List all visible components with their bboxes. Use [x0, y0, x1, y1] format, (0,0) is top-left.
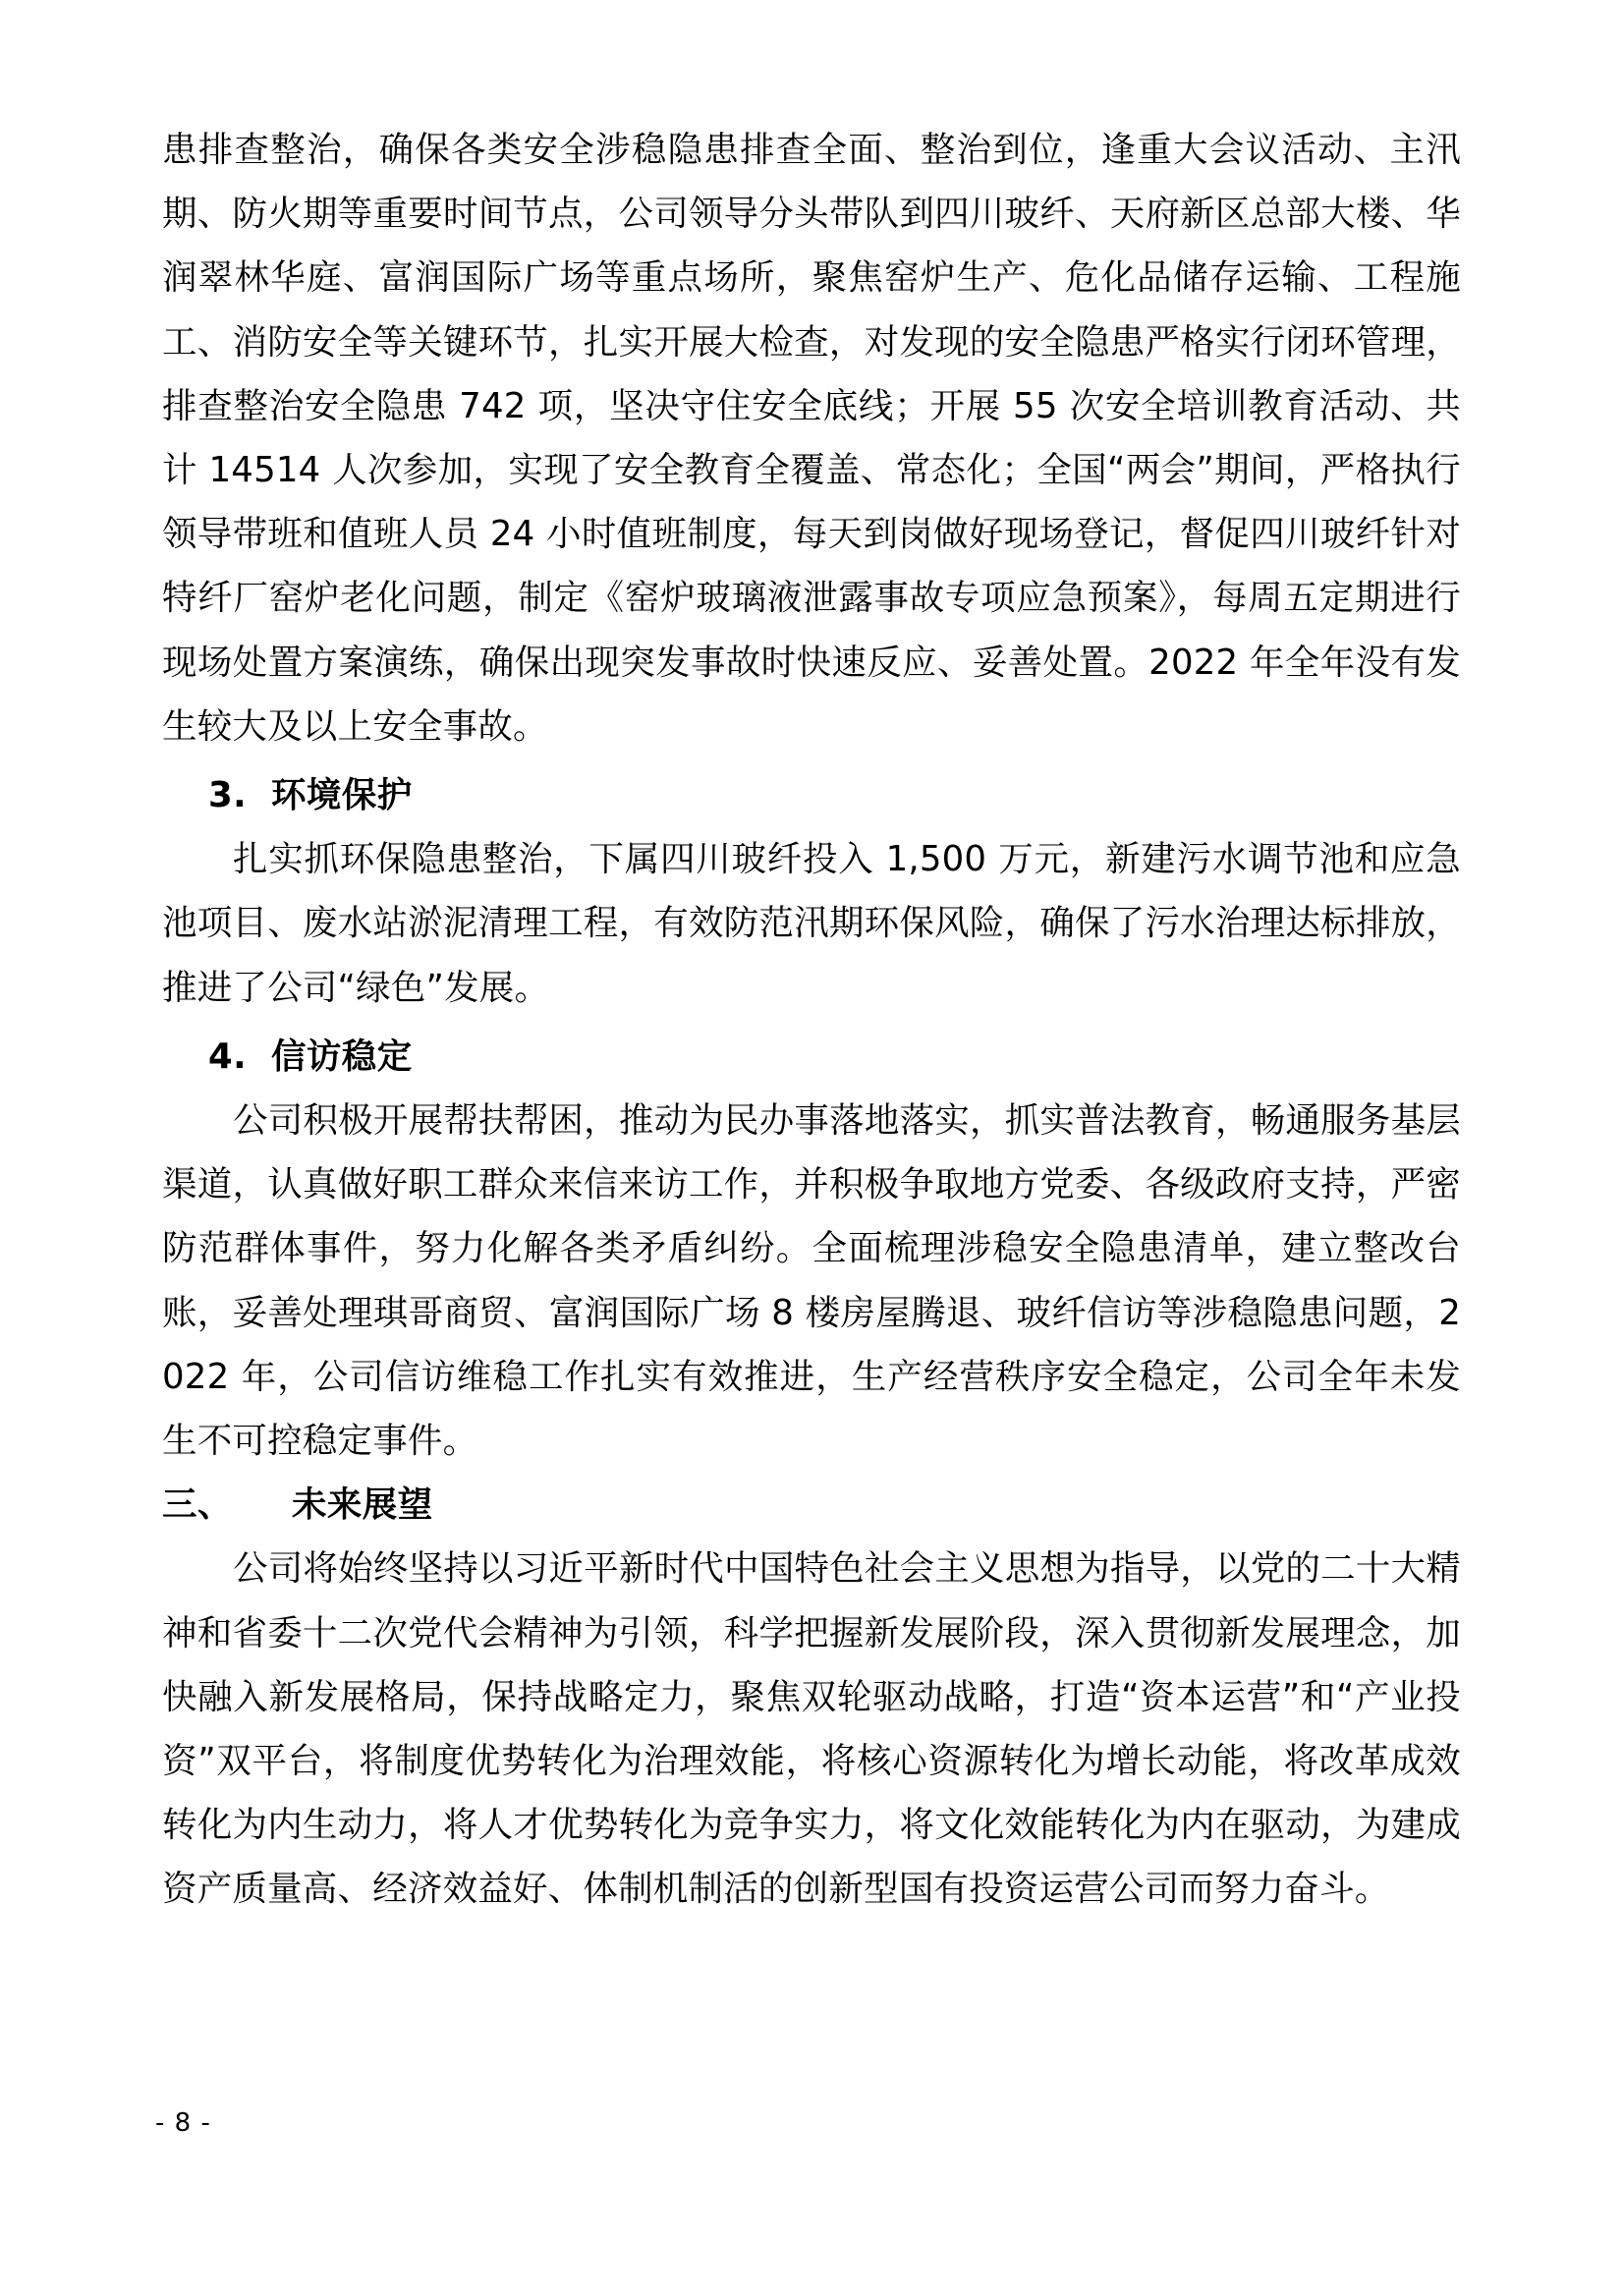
- paragraph-future-outlook: 公司将始终坚持以习近平新时代中国特色社会主义思想为指导，以党的二十大精神和省委十二次党代会精神为引领，科学把握新发展阶段，深入贯彻新发展理念，加快融入新发展格局，保持战略定力，聚焦双轮驱动战略，打造“资本运营”和“产业投资”双平台，将制度优势转化为治理效能，将核心资源转化为增长动能，将改革成效转化为内生动力，将人才优势转化为竞争实力，将文化效能转化为内在驱动，为建成资产质量高、经济效益好、体制机制活的创新型国有投资运营公司而努力奋斗。: [162, 1548, 1461, 1910]
- heading-title: 环境保护: [271, 775, 413, 816]
- paragraph-safety-inspection: 患排查整治，确保各类安全涉稳隐患排查全面、整治到位，逢重大会议活动、主汛期、防火期等重要时间节点，公司领导分头带队到四川玻纤、天府新区总部大楼、华润翠林华庭、富润国际广场等重点场所，聚焦窑炉生产、危化品储存运输、工程施工、消防安全等关键环节，扎实开展大检查，对发现的安全隐患严格实行闭环管理，排查整治安全隐患 742 项，坚决守住安全底线；开展 55 次安全培训教育活动、共计 14514 人次参加，实现了安全教育全覆盖、常态化；全国“两会”期间，严格执行领导带班和值班人员 24 小时值班制度，每天到岗做好现场登记，督促四川玻纤针对特纤厂窑炉老化问题，制定《窑炉玻璃液泄露事故专项应急预案》，每周五定期进行现场处置方案演练，确保出现突发事故时快速反应、妥善处置。2022 年全年没有发生较大及以上安全事故。: [162, 130, 1461, 747]
- paragraph-petition-stability: 公司积极开展帮扶帮困，推动为民办事落地落实，抓实普法教育，畅通服务基层渠道，认真做好职工群众来信来访工作，并积极争取地方党委、各级政府支持，严密防范群体事件，努力化解各类矛盾纠纷。全面梳理涉稳安全隐患清单，建立整改台账，妥善处理琪哥商贸、富润国际广场 8 楼房屋腾退、玻纤信访等涉稳隐患问题，2022 年，公司信访维稳工作扎实有效推进，生产经营秩序安全稳定，公司全年未发生不可控稳定事件。: [162, 1100, 1461, 1462]
- heading-petition-stability: [162, 1025, 1461, 1089]
- page-number: - 8 -: [155, 2108, 211, 2138]
- heading-environmental-protection: [162, 763, 1461, 827]
- heading-title: 未来展望: [292, 1484, 433, 1526]
- heading-title: 信访稳定: [271, 1036, 413, 1077]
- heading-number: 三、: [162, 1484, 233, 1526]
- heading-future-outlook: [162, 1473, 1461, 1537]
- heading-number: 3.: [208, 775, 247, 816]
- paragraph-environmental-protection: 扎实抓环保隐患整治，下属四川玻纤投入 1,500 万元，新建污水调节池和应急池项目、废水站淤泥清理工程，有效防范汛期环保风险，确保了污水治理达标排放，推进了公司“绿色”发展。: [162, 839, 1461, 1008]
- page-content: [162, 118, 1461, 1922]
- heading-number: 4.: [208, 1036, 247, 1077]
